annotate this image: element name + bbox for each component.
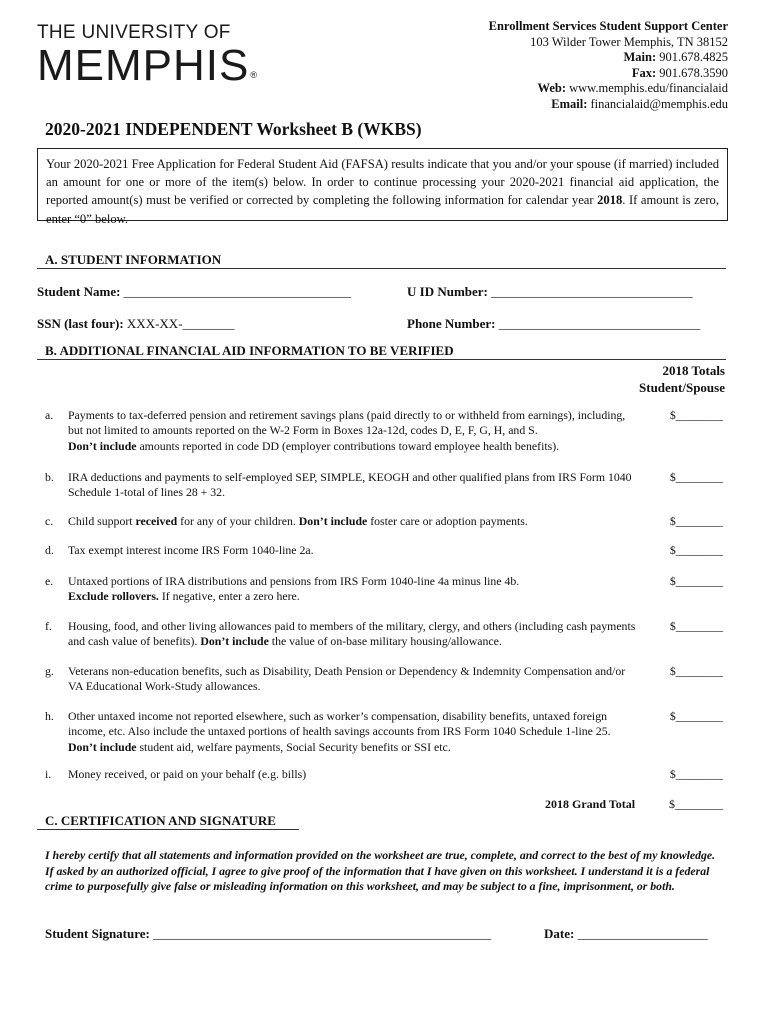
email-link[interactable]: financialaid@memphis.edu — [590, 96, 728, 111]
item-text: Money received, or paid on your behalf (e.g. bills) — [68, 767, 307, 781]
logo-wordmark: MEMPHIS — [37, 41, 250, 90]
item-letter: h. — [45, 709, 54, 723]
web-label: Web: — [537, 81, 566, 96]
signature-field[interactable] — [45, 926, 491, 942]
fax-number: 901.678.3590 — [659, 65, 728, 80]
item-text: IRA deductions and payments to self-employed SEP, SIMPLE, KEOGH and other qualified plans from IRS Form 1040 Schedule 1-total of lines 28 + 32. — [68, 470, 632, 500]
list-item — [45, 514, 725, 530]
amount-blank[interactable]: $________ — [669, 709, 723, 723]
item-text-bold: Exclude rollovers. — [68, 589, 159, 604]
grand-total-blank[interactable]: $________ — [669, 797, 723, 811]
list-item — [45, 408, 725, 456]
logo-line2 — [37, 41, 267, 95]
item-text-bold: received — [135, 514, 178, 528]
signature-blank[interactable]: ____________________________________________________ — [153, 926, 492, 941]
item-letter: i. — [45, 767, 52, 781]
totals-who-label: Student/Spouse — [639, 380, 725, 395]
item-text-main: Untaxed portions of IRA distributions and pensions from IRS Form 1040-line 4a minus line 4b. — [68, 574, 520, 588]
item-letter: g. — [45, 664, 54, 678]
item-text — [68, 574, 638, 605]
main-label: Main: — [623, 50, 657, 65]
amount-blank[interactable]: $________ — [669, 408, 723, 422]
uid-field[interactable] — [407, 284, 693, 300]
uid-blank[interactable]: _______________________________ — [491, 284, 693, 299]
item-text-rest: If negative, enter a zero here. — [158, 589, 300, 604]
item-text — [68, 709, 638, 755]
contact-block — [489, 19, 728, 113]
notice-year: 2018 — [597, 193, 623, 208]
main-phone: 901.678.4825 — [659, 50, 728, 65]
certification-statement: I hereby certify that all statements and information provided on the worksheet are true, complete, and correct to the best of my knowledge. If asked by an authorized official, I agree to give proof of the information that I have given on this worksheet. I understand it is a federal crime to purposefully give false or misleading information on this worksheet, and may be subject to a fine, imprisonment, or both. — [45, 848, 716, 894]
section-c-heading: C. CERTIFICATION AND SIGNATURE — [45, 813, 276, 828]
list-item — [45, 767, 725, 783]
university-logo — [37, 22, 267, 95]
ssn-label: SSN (last four): — [37, 316, 124, 331]
date-field[interactable] — [544, 926, 708, 942]
item-letter: f. — [45, 619, 52, 633]
list-item — [45, 574, 725, 606]
list-item — [45, 709, 725, 757]
logo-line1: THE UNIVERSITY OF — [37, 22, 231, 43]
item-text: Veterans non-education benefits, such as Disability, Death Pension or Dependency & Indemnity Compensation and/or VA Educational Work-Study allowances. — [68, 664, 626, 694]
registered-mark: ® — [250, 70, 258, 80]
ssn-value[interactable]: XXX-XX-________ — [126, 316, 235, 331]
list-item — [45, 664, 725, 696]
section-a-heading: A. STUDENT INFORMATION — [45, 252, 222, 267]
item-text-pre: Child support — [68, 514, 136, 528]
phone-field[interactable] — [407, 316, 700, 332]
amount-blank[interactable]: $________ — [669, 767, 723, 781]
document-title: 2020-2021 INDEPENDENT Worksheet B (WKBS) — [45, 119, 422, 139]
web-link[interactable]: www.memphis.edu/financialaid — [569, 81, 728, 96]
item-letter: c. — [45, 514, 54, 528]
item-text-rest: amounts reported in code DD (employer contributions toward employee health benefits). — [136, 438, 560, 453]
item-text-main: Payments to tax-deferred pension and retirement savings plans (paid directly to or withheld from earnings), including, but not limited to amounts reported on the W-2 Form in Boxes 12a-12d, codes D, E, F, G, H, and S. — [68, 408, 626, 438]
student-name-label: Student Name: — [37, 284, 121, 299]
date-label: Date: — [544, 926, 575, 941]
item-text — [68, 408, 638, 454]
item-text-mid: for any of your children. — [177, 514, 299, 528]
student-name-blank[interactable]: ___________________________________ — [123, 284, 352, 299]
item-letter: e. — [45, 574, 54, 588]
item-text-main: Other untaxed income not reported elsewhere, such as worker’s compensation, disability benefits, untaxed foreign income, etc. Also include the untaxed portions of health savings accounts from IRS Form 1040 Schedule 1-line 25. — [68, 709, 611, 739]
amount-blank[interactable]: $________ — [669, 514, 723, 528]
item-text-bold: Don’t include — [298, 514, 368, 528]
item-letter: b. — [45, 470, 54, 484]
totals-column-header — [639, 362, 725, 396]
student-name-field[interactable] — [37, 284, 351, 300]
totals-year-label: 2018 Totals — [662, 363, 725, 378]
notice-text-1: Your 2020-2021 Free Application for Federal Student Aid (FAFSA) results indicate that you and/or your spouse (if married) included an amount for one or more of the item(s) below. In order to continue processing your 2020-2021 financial aid application, the reported amount(s) must be verified or corrected by completing the following information for calendar year — [46, 157, 719, 208]
signature-label: Student Signature: — [45, 926, 150, 941]
item-text: Tax exempt interest income IRS Form 1040-line 2a. — [68, 543, 314, 557]
office-name: Enrollment Services Student Support Center — [488, 19, 728, 33]
ssn-field[interactable] — [37, 316, 235, 332]
item-text-post: foster care or adoption payments. — [367, 514, 528, 528]
section-b-heading: B. ADDITIONAL FINANCIAL AID INFORMATION TO BE VERIFIED — [45, 343, 454, 358]
item-text-rest: the value of on-base military housing/allowance. — [268, 634, 502, 649]
amount-blank[interactable]: $________ — [669, 664, 723, 678]
amount-blank[interactable]: $________ — [669, 543, 723, 557]
amount-blank[interactable]: $________ — [669, 574, 723, 588]
item-text — [68, 514, 638, 529]
item-text — [68, 619, 638, 650]
notice-text-2: . If amount is zero, enter “0” below. — [46, 193, 719, 226]
list-item — [45, 543, 725, 559]
item-text-bold: Don’t include — [68, 739, 137, 754]
section-a-rule — [37, 268, 726, 269]
item-text-rest: student aid, welfare payments, Social Security benefits or SSI etc. — [136, 739, 451, 754]
amount-blank[interactable]: $________ — [669, 470, 723, 484]
amount-blank[interactable]: $________ — [669, 619, 723, 633]
section-b-rule — [37, 359, 726, 360]
item-text-bold: Don’t include — [200, 634, 269, 649]
item-text-main: Housing, food, and other living allowances paid to members of the military, clergy, and others (including cash payments and cash value of benefits). — [68, 619, 636, 649]
item-text-bold: Don’t include — [68, 438, 137, 453]
grand-total-label: 2018 Grand Total — [545, 797, 636, 811]
list-item — [45, 619, 725, 651]
email-label: Email: — [551, 96, 588, 111]
item-letter: a. — [45, 408, 54, 422]
uid-label: U ID Number: — [407, 284, 488, 299]
list-item — [45, 470, 725, 502]
date-blank[interactable]: ____________________ — [577, 926, 708, 941]
phone-label: Phone Number: — [407, 316, 496, 331]
phone-blank[interactable]: _______________________________ — [498, 316, 701, 331]
fax-label: Fax: — [631, 65, 657, 80]
notice-box — [37, 148, 728, 226]
office-address: 103 Wilder Tower Memphis, TN 38152 — [530, 34, 728, 49]
item-letter: d. — [45, 543, 54, 557]
section-c-rule — [37, 829, 299, 830]
